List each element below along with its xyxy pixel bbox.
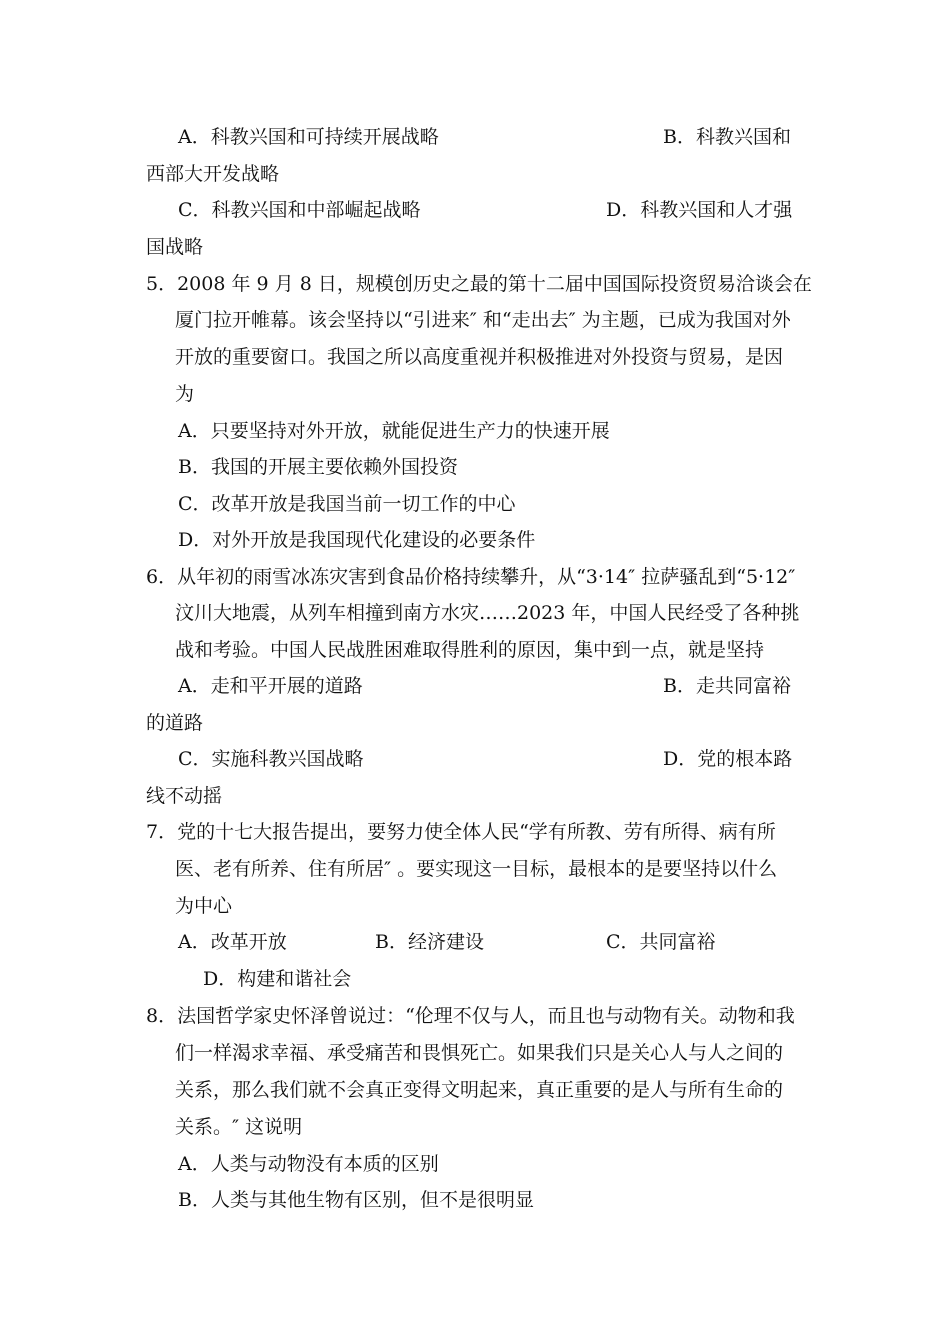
- q4-option-b: B．科教兴国和: [663, 126, 791, 148]
- q6-option-b-continued: 的道路: [146, 712, 204, 734]
- q8-stem-line-1: 8．法国哲学家史怀泽曾说过：“伦理不仅与人，而且也与动物有关。动物和我: [146, 1005, 795, 1027]
- q7-option-d: D．构建和谐社会: [203, 968, 352, 990]
- q7-stem-line-1: 7．党的十七大报告提出，要努力使全体人民“学有所教、劳有所得、病有所: [146, 821, 776, 843]
- q8-option-a: A．人类与动物没有本质的区别: [178, 1153, 439, 1175]
- q8-stem-line-2: 们一样渴求幸福、承受痛苦和畏惧死亡。如果我们只是关心人与人之间的: [175, 1042, 784, 1064]
- q6-option-d-continued: 线不动摇: [146, 785, 223, 807]
- q7-option-c: C．共同富裕: [606, 931, 716, 953]
- q5-option-b: B．我国的开展主要依赖外国投资: [178, 456, 458, 478]
- q5-stem-line-4: 为: [175, 383, 195, 405]
- q8-stem-line-4: 关系。″ 这说明: [175, 1116, 303, 1138]
- q4-option-d-continued: 国战略: [146, 236, 204, 258]
- q7-option-b: B．经济建设: [375, 931, 484, 953]
- q5-stem-line-2: 厦门拉开帷幕。该会坚持以“引进来″ 和“走出去″ 为主题，已成为我国对外: [175, 309, 791, 331]
- q4-option-c: C．科教兴国和中部崛起战略: [178, 199, 421, 221]
- q5-option-c: C．改革开放是我国当前一切工作的中心: [178, 493, 516, 515]
- q5-stem-line-1: 5．2008 年 9 月 8 日，规模创历史之最的第十二届中国国际投资贸易洽谈会在: [146, 273, 812, 295]
- q4-option-d: D．科教兴国和人才强: [606, 199, 793, 221]
- q7-stem-line-3: 为中心: [175, 895, 233, 917]
- q4-option-a: A．科教兴国和可持续开展战略: [178, 126, 439, 148]
- q5-option-a: A．只要坚持对外开放，就能促进生产力的快速开展: [178, 420, 610, 442]
- q7-stem-line-2: 医、老有所养、住有所居″ 。要实现这一目标，最根本的是要坚持以什么: [175, 858, 778, 880]
- q4-option-b-continued: 西部大开发战略: [146, 163, 280, 185]
- q6-option-a: A．走和平开展的道路: [178, 675, 363, 697]
- q6-stem-line-3: 战和考验。中国人民战胜困难取得胜利的原因，集中到一点，就是坚持: [175, 639, 765, 661]
- q5-option-d: D．对外开放是我国现代化建设的必要条件: [178, 529, 536, 551]
- q8-option-b: B．人类与其他生物有区别，但不是很明显: [178, 1189, 534, 1211]
- q6-stem-line-1: 6．从年初的雨雪冰冻灾害到食品价格持续攀升，从“3·14″ 拉萨骚乱到“5·12″: [146, 566, 796, 588]
- q8-stem-line-3: 关系，那么我们就不会真正变得文明起来，真正重要的是人与所有生命的: [175, 1079, 784, 1101]
- q6-option-d: D．党的根本路: [663, 748, 793, 770]
- q6-option-b: B．走共同富裕: [663, 675, 791, 697]
- q6-stem-line-2: 汶川大地震，从列车相撞到南方水灾……2023 年，中国人民经受了各种挑: [175, 602, 800, 624]
- q6-option-c: C．实施科教兴国战略: [178, 748, 364, 770]
- q5-stem-line-3: 开放的重要窗口。我国之所以高度重视并积极推进对外投资与贸易，是因: [175, 346, 784, 368]
- q7-option-a: A．改革开放: [178, 931, 287, 953]
